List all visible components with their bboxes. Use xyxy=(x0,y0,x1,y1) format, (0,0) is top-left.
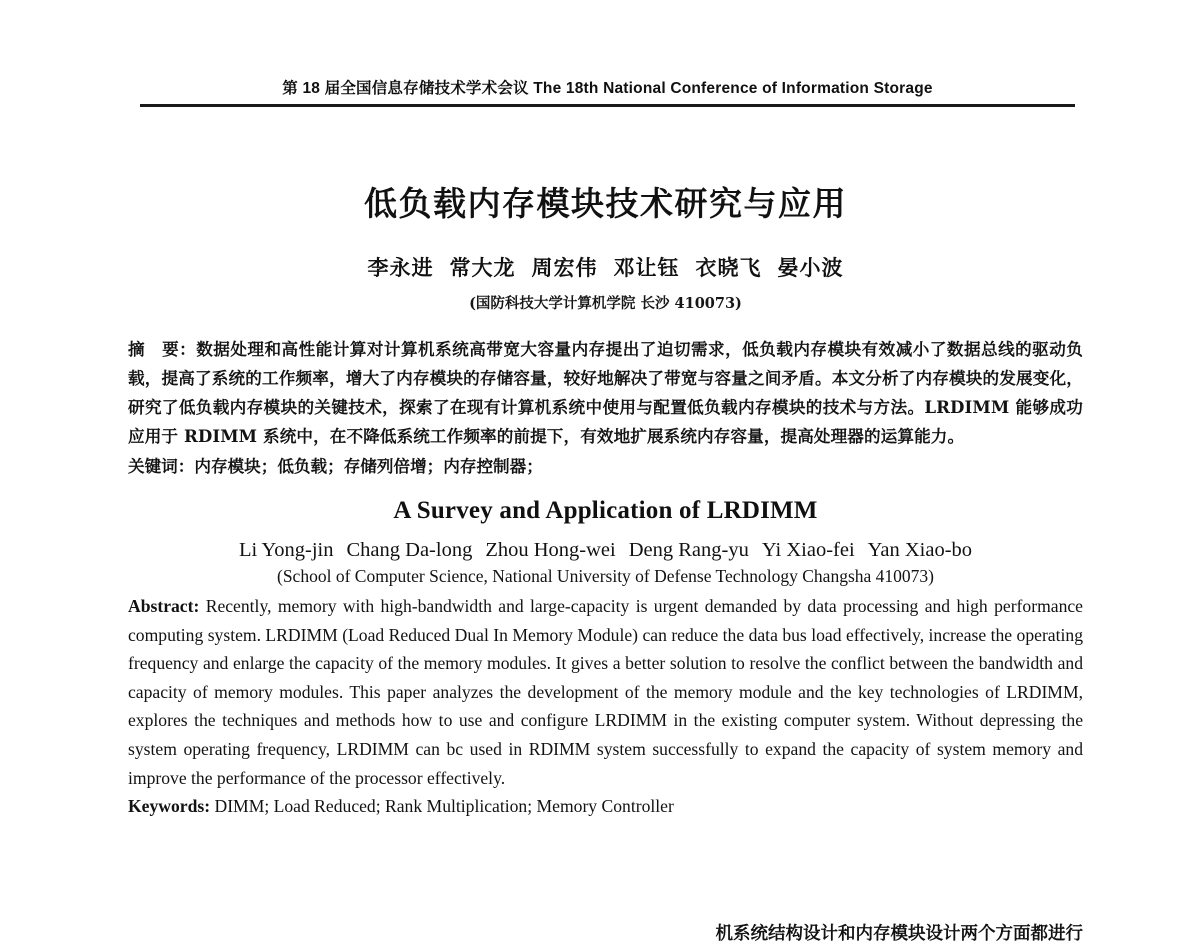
english-affiliation: (School of Computer Science, National University of Defense Technology Changsha 410073) xyxy=(277,566,934,586)
english-author: Li Yong-jin xyxy=(238,539,334,561)
chinese-author-list xyxy=(128,252,1083,282)
chinese-author: 衣晓飞 xyxy=(695,255,762,280)
english-abstract-label: Abstract: xyxy=(128,596,200,616)
chinese-author: 周宏伟 xyxy=(531,255,598,280)
clipped-body-line: 机系统结构设计和内存模块设计两个方面都进行 xyxy=(715,924,1083,944)
chinese-author: 晏小波 xyxy=(777,255,844,280)
english-author: Deng Rang-yu xyxy=(628,539,749,561)
english-abstract xyxy=(128,592,1083,792)
chinese-author: 李永进 xyxy=(367,255,434,280)
english-keywords-label: Keywords: xyxy=(128,796,211,817)
clipped-body-text xyxy=(128,922,1083,946)
english-keywords-body: DIMM; Load Reduced; Rank Multiplication; Memory Controller xyxy=(210,796,674,817)
english-author: Chang Da-long xyxy=(346,539,473,561)
english-author-list xyxy=(128,539,1083,562)
chinese-keywords xyxy=(128,452,1083,481)
chinese-abstract xyxy=(128,335,1083,451)
english-author: Zhou Hong-wei xyxy=(485,539,616,561)
chinese-author: 常大龙 xyxy=(449,255,516,280)
chinese-abstract-body: 数据处理和高性能计算对计算机系统高带宽大容量内存提出了迫切需求，低负载内存模块有效减小了数据总线的驱动负载，提高了系统的工作频率，增大了内存模块的存储容量，较好地解决了带宽与容量之间矛盾。本文分析了内存模块的发展变化，研究了低负载内存模块的关键技术，探索了在现有计算机系统中使用与配置低负载内存模块的技术与方法。LRDIMM 能够成功应用于 RDIMM 系统中，在不降低系统工作频率的前提下，有效地扩展系统内存容量，提高处理器的运算能力。 xyxy=(128,339,1083,446)
english-author: Yan Xiao-bo xyxy=(867,539,973,561)
english-keywords xyxy=(128,792,1083,821)
running-header-text: 第 18 届全国信息存储技术学术会议 The 18th National Conference of Information Storage xyxy=(282,80,933,97)
chinese-keywords-body: 内存模块；低负载；存储列倍增；内存控制器； xyxy=(194,456,543,476)
article-content xyxy=(128,0,1083,821)
chinese-author: 邓让钰 xyxy=(613,255,680,280)
english-title: A Survey and Application of LRDIMM xyxy=(393,497,818,524)
english-author: Yi Xiao-fei xyxy=(761,539,855,561)
chinese-keywords-label: 关键词： xyxy=(128,456,195,476)
chinese-abstract-label: 摘 要： xyxy=(128,339,197,359)
english-abstract-body: Recently, memory with high-bandwidth and large-capacity is urgent demanded by data processing and high performance computing system. LRDIMM (Load Reduced Dual In Memory Module) can reduce the data bus load effectively, increase the operating frequency and enlarge the capacity of the memory modules. It gives a better solution to resolve the conflict between the bandwidth and capacity of memory modules. This paper analyzes the development of the memory module and the key technologies of LRDIMM, explores the techniques and methods how to use and configure LRDIMM in the existing computer system. Without depressing the system operating frequency, LRDIMM can bc used in RDIMM system successfully to expand the capacity of system memory and improve the performance of the processor effectively. xyxy=(128,596,1083,788)
chinese-title: 低负载内存模块技术研究与应用 xyxy=(364,184,847,223)
chinese-affiliation: (国防科技大学计算机学院 长沙 410073) xyxy=(469,295,742,312)
